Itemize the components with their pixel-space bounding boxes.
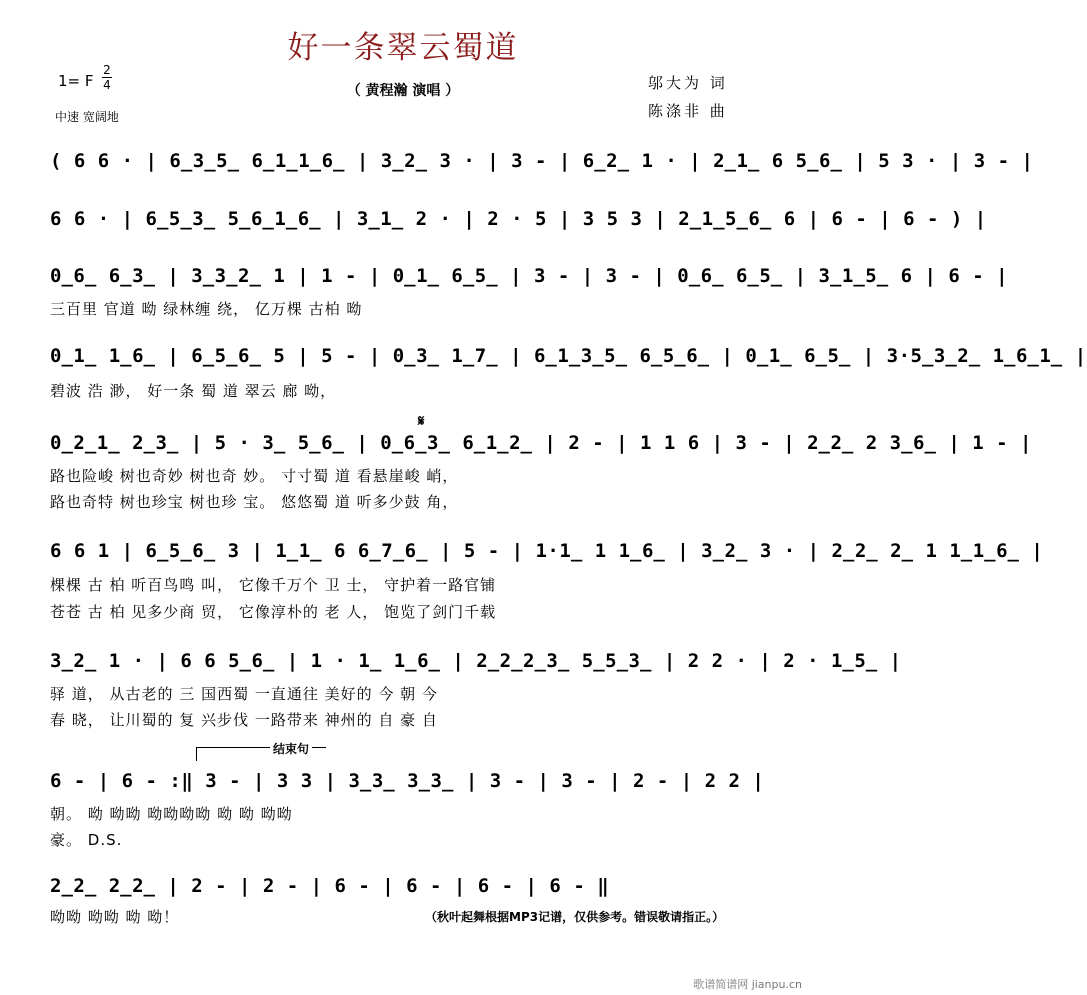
score-row-9: 2̲2̲ 2̲2̲ | 2 - | 2 - | 6 - | 6 - | 6 - | 6 - ‖ xyxy=(50,875,610,897)
ending-bracket-left xyxy=(196,747,197,761)
ending-label: 结束句 xyxy=(270,740,312,757)
lyric-line-10: 豪。 D.S. xyxy=(50,831,123,849)
score-row-4: 0̲1̲ 1̲6̲ | 6̲5̲6̲ 5 | 5 - | 0̲3̲ 1̲7̲ | 6̲1̲3̲5̲ 6̲5̲6̲ | 0̲1̲ 6̲5̲ | 3·5̲3̲2̲ 1̲6̲1̲ | xyxy=(50,345,1087,367)
score-row-5: 0̲2̲1̲ 2̲3̲ | 5 · 3̲ 5̲6̲ | 0̲6̲3̲ 6̲1̲2̲ | 2 - | 1 1 6 | 3 - | 2̲2̲ 2 3̲6̲ | 1 - | xyxy=(50,432,1032,454)
lyric-line-7: 驿 道， 从古老的 三 国西蜀 一直通往 美好的 今 朝 今 xyxy=(50,685,438,703)
composer-credit: 陈涤非 曲 xyxy=(648,102,728,120)
lyricist-credit: 邬大为 词 xyxy=(648,74,728,92)
lyric-line-5: 棵棵 古 柏 听百鸟鸣 叫， 它像千万个 卫 士， 守护着一路官铺 xyxy=(50,576,497,594)
time-signature-bottom: 4 xyxy=(103,78,111,92)
lyric-line-2: 碧波 浩 渺， 好一条 蜀 道 翠云 廊 呦， xyxy=(50,382,337,400)
time-signature xyxy=(102,64,112,91)
lyric-line-9: 朝。 呦 呦呦 呦呦呦呦 呦 呦 呦呦 xyxy=(50,805,293,823)
score-row-8: 6 - | 6 - :‖ 3 - | 3 3 | 3̲3̲ 3̲3̲ | 3 - | 3 - | 2 - | 2 2 | xyxy=(50,770,765,792)
song-title: 好一条翠云蜀道 xyxy=(287,30,519,66)
score-row-3: 0̲6̲ 6̲3̲ | 3̲3̲2̲ 1 | 1 - | 0̲1̲ 6̲5̲ | 3 - | 3 - | 0̲6̲ 6̲5̲ | 3̲1̲5̲ 6 | 6 - | xyxy=(50,265,1009,287)
score-row-7: 3̲2̲ 1 · | 6 6 5̲6̲ | 1 · 1̲ 1̲6̲ | 2̲2̲2̲3̲ 5̲5̲3̲ | 2 2 · | 2 · 1̲5̲ | xyxy=(50,650,902,672)
lyric-line-8: 春 晓， 让川蜀的 复 兴步伐 一路带来 神州的 自 豪 自 xyxy=(50,711,438,729)
lyric-line-4: 路也奇特 树也珍宝 树也珍 宝。 悠悠蜀 道 听多少鼓 角， xyxy=(50,493,459,511)
lyric-line-3: 路也险峻 树也奇妙 树也奇 妙。 寸寸蜀 道 看悬崖峻 峭， xyxy=(50,467,459,485)
transcription-note: （秋叶起舞根据MP3记谱，仅供参考。错误敬请指正。） xyxy=(425,910,725,924)
lyric-line-1: 三百里 官道 呦 绿林缠 绕， 亿万棵 古柏 呦 xyxy=(50,300,363,318)
score-row-2: 6 6 · | 6̲5̲3̲ 5̲6̲1̲6̲ | 3̲1̲ 2 · | 2 · 5 | 3 5 3 | 2̲1̲5̲6̲ 6 | 6 - | 6 - ) | xyxy=(50,208,987,230)
time-signature-top: 2 xyxy=(103,63,111,77)
segno-sign: 𝄋 xyxy=(418,412,425,430)
site-watermark: 歌谱简谱网 jianpu.cn xyxy=(693,978,802,991)
lyric-line-6: 苍苍 古 柏 见多少商 贸， 它像淳朴的 老 人， 饱览了剑门千载 xyxy=(50,603,497,621)
score-row-1: ( 6 6 · | 6̲3̲5̲ 6̲1̲1̲6̲ | 3̲2̲ 3 · | 3 - | 6̲2̲ 1 · | 2̲1̲ 6 5̲6̲ | 5 3 · | 3 - | xyxy=(50,150,1034,172)
tempo-marking: 中速 宽阔地 xyxy=(55,110,119,124)
score-row-6: 6 6 1 | 6̲5̲6̲ 3 | 1̲1̲ 6 6̲7̲6̲ | 5 - | 1·1̲ 1 1̲6̲ | 3̲2̲ 3 · | 2̲2̲ 2̲ 1 1̲1̲6̲ | xyxy=(50,540,1044,562)
performer-subtitle: （ 黄程瀚 演唱 ） xyxy=(346,83,460,99)
key-signature: 1= F xyxy=(58,72,94,90)
lyric-line-11: 呦呦 呦呦 呦 呦！ xyxy=(50,908,180,926)
